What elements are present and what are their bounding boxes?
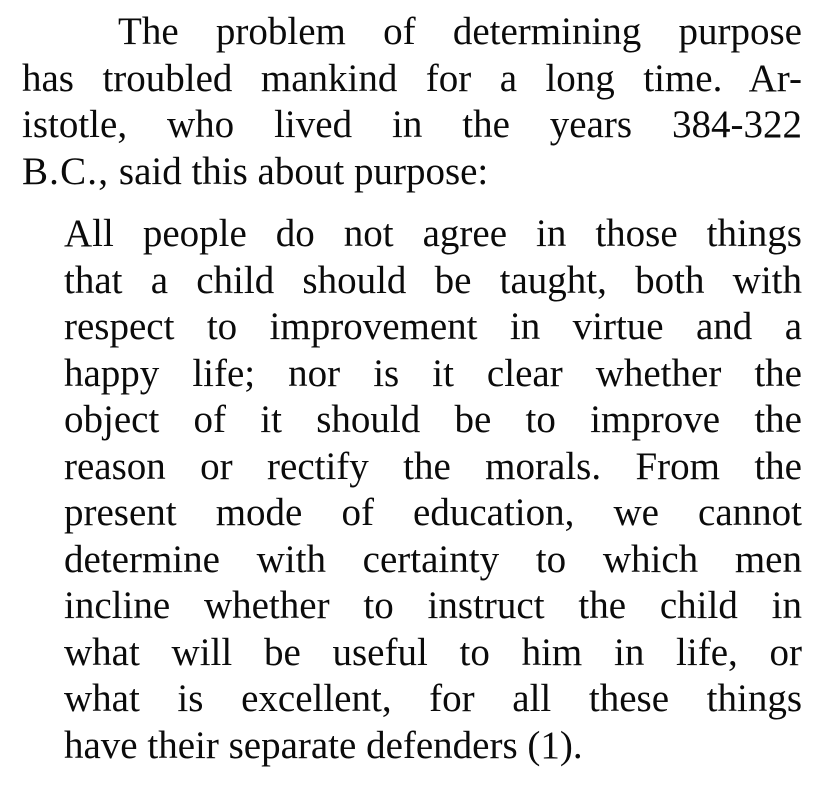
- intro-paragraph: [22, 9, 802, 195]
- text-line-with-era: [22, 149, 802, 196]
- quoted-passage: [64, 211, 802, 769]
- quote-line: what is excellent, for all these things: [64, 677, 802, 720]
- quote-line: present mode of education, we cannot: [64, 491, 802, 534]
- text-line: has troubled mankind for a long time. Ar-: [22, 56, 802, 100]
- text-line: said this about purpose:: [118, 149, 489, 193]
- quote-line: what will be useful to him in life, or: [64, 630, 802, 674]
- text-line: istotle, who lived in the years 384-322: [22, 103, 802, 146]
- quote-line: happy life; nor is it clear whether the: [64, 351, 802, 395]
- quote-line: incline whether to instruct the child in: [64, 584, 802, 627]
- quote-line: reason or rectify the morals. From the: [64, 444, 802, 488]
- quote-line: respect to improvement in virtue and a: [64, 305, 802, 348]
- quote-line: have their separate defenders (1).: [64, 723, 583, 767]
- era-abbreviation: B.C.,: [22, 149, 110, 193]
- quote-line: determine with certainty to which men: [64, 537, 802, 581]
- quote-line: object of it should be to improve the: [64, 398, 802, 441]
- text-line: The problem of determining purpose: [118, 10, 802, 53]
- quote-line: All people do not agree in those things: [64, 212, 802, 255]
- quote-line: that a child should be taught, both with: [64, 258, 802, 302]
